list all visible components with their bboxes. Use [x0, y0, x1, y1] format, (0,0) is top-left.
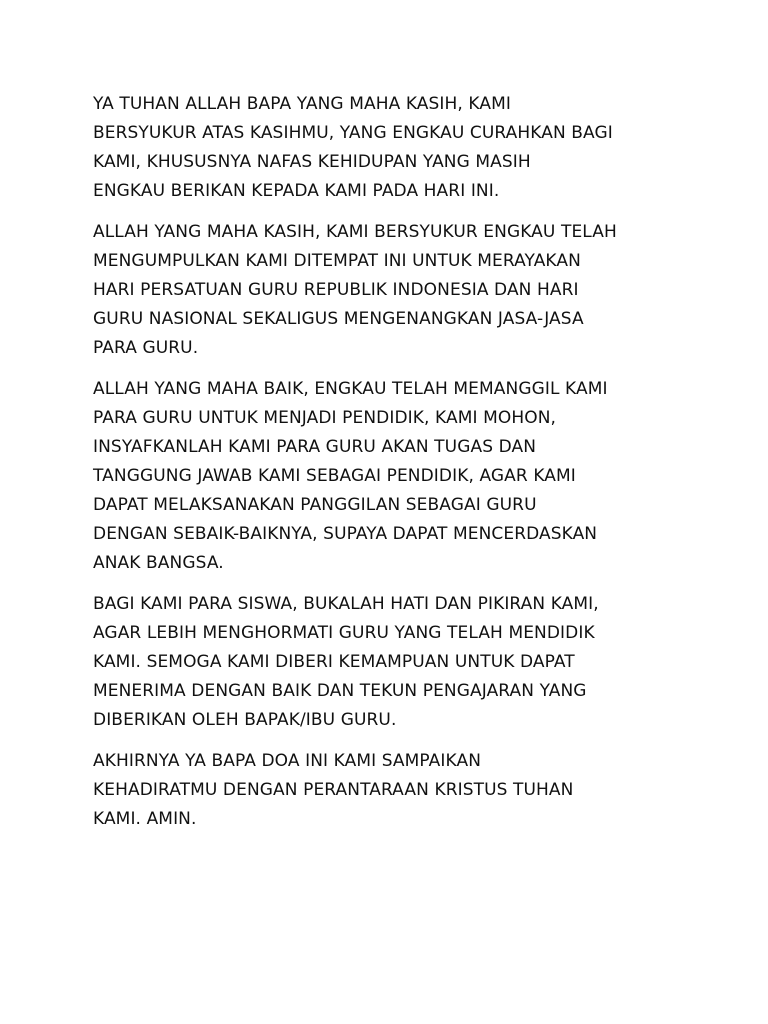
- text-line: DIBERIKAN OLEH BAPAK/IBU GURU.: [93, 710, 397, 730]
- paragraph-2: [93, 218, 693, 363]
- paragraph-3: [93, 375, 693, 578]
- text-line: BAGI KAMI PARA SISWA, BUKALAH HATI DAN PIKIRAN KAMI,: [93, 594, 599, 614]
- text-line: HARI PERSATUAN GURU REPUBLIK INDONESIA DAN HARI: [93, 280, 579, 300]
- text-line: KAMI, KHUSUSNYA NAFAS KEHIDUPAN YANG MASIH: [93, 152, 531, 172]
- text-line: BERSYUKUR ATAS KASIHMU, YANG ENGKAU CURAHKAN BAGI: [93, 123, 613, 143]
- text-line: DAPAT MELAKSANAKAN PANGGILAN SEBAGAI GURU: [93, 495, 537, 515]
- document-body: [93, 90, 693, 846]
- text-line: ANAK BANGSA.: [93, 553, 224, 573]
- text-line: YA TUHAN ALLAH BAPA YANG MAHA KASIH, KAMI: [93, 94, 511, 114]
- text-line: MENGUMPULKAN KAMI DITEMPAT INI UNTUK MERAYAKAN: [93, 251, 581, 271]
- text-line: KAMI. AMIN.: [93, 809, 197, 829]
- paragraph-1: [93, 90, 693, 206]
- paragraph-5: [93, 747, 693, 834]
- text-line: DENGAN SEBAIK-BAIKNYA, SUPAYA DAPAT MENCERDASKAN: [93, 524, 598, 544]
- text-line: AGAR LEBIH MENGHORMATI GURU YANG TELAH MENDIDIK: [93, 623, 595, 643]
- text-line: KEHADIRATMU DENGAN PERANTARAAN KRISTUS TUHAN: [93, 780, 574, 800]
- text-line: ALLAH YANG MAHA BAIK, ENGKAU TELAH MEMANGGIL KAMI: [93, 379, 608, 399]
- text-line: ENGKAU BERIKAN KEPADA KAMI PADA HARI INI.: [93, 181, 500, 201]
- paragraph-4: [93, 590, 693, 735]
- text-line: INSYAFKANLAH KAMI PARA GURU AKAN TUGAS DAN: [93, 437, 537, 457]
- text-line: TANGGUNG JAWAB KAMI SEBAGAI PENDIDIK, AGAR KAMI: [93, 466, 576, 486]
- text-line: ALLAH YANG MAHA KASIH, KAMI BERSYUKUR ENGKAU TELAH: [93, 222, 617, 242]
- text-line: PARA GURU.: [93, 338, 199, 358]
- text-line: GURU NASIONAL SEKALIGUS MENGENANGKAN JASA-JASA: [93, 309, 584, 329]
- text-line: AKHIRNYA YA BAPA DOA INI KAMI SAMPAIKAN: [93, 751, 482, 771]
- text-line: PARA GURU UNTUK MENJADI PENDIDIK, KAMI MOHON,: [93, 408, 557, 428]
- text-line: KAMI. SEMOGA KAMI DIBERI KEMAMPUAN UNTUK DAPAT: [93, 652, 575, 672]
- text-line: MENERIMA DENGAN BAIK DAN TEKUN PENGAJARAN YANG: [93, 681, 587, 701]
